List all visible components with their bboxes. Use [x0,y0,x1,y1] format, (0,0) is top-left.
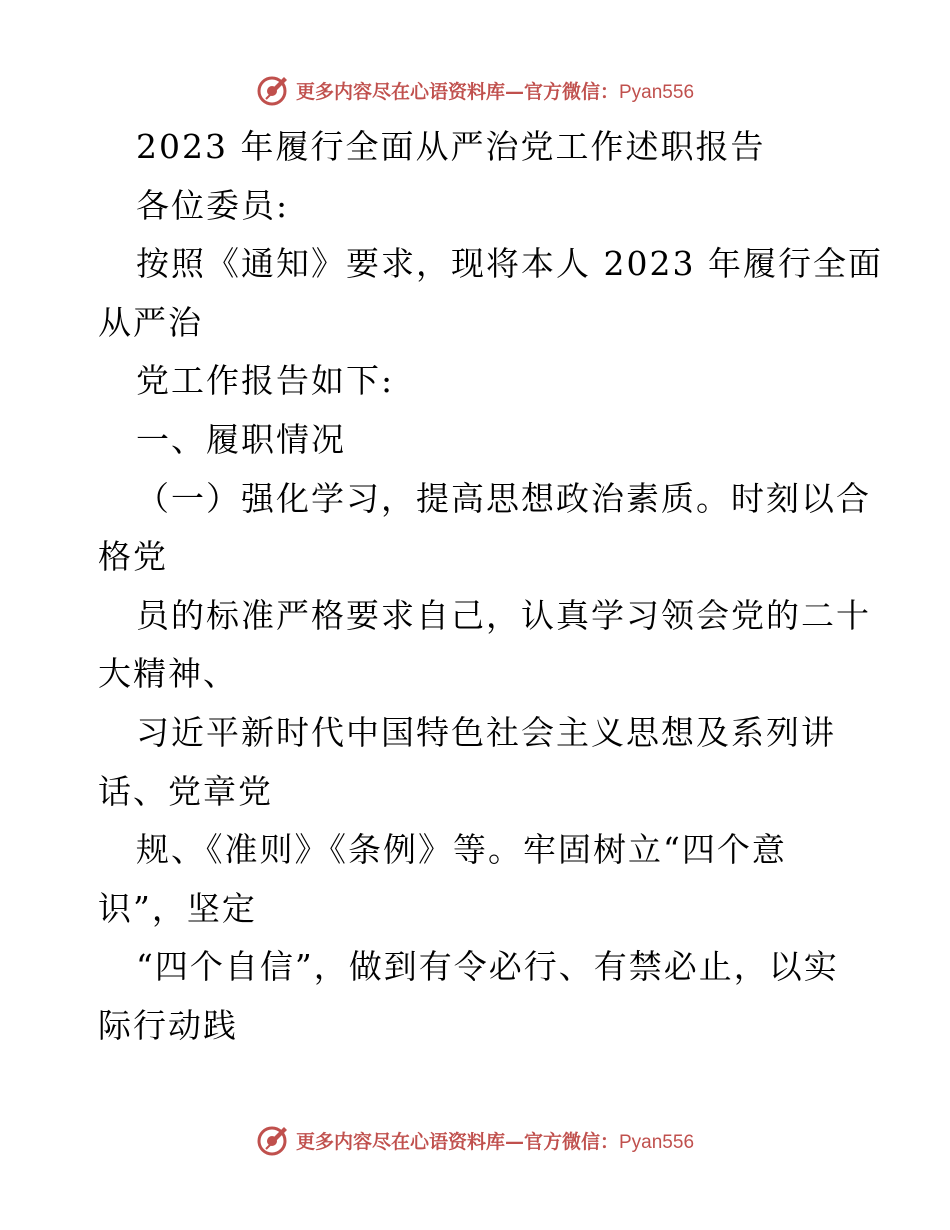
paragraph-line: 话、党章党 [98,771,273,811]
watermark-text-cn: 更多内容尽在心语资料库—官方微信： [295,80,619,103]
paragraph-line: 按照《通知》要求，现将本人 2023 年履行全面 [136,244,883,284]
watermark-text-cn: 更多内容尽在心语资料库—官方微信： [295,1130,619,1153]
section-heading: 一、履职情况 [136,419,346,459]
paragraph-line: 员的标准严格要求自己，认真学习领会党的二十 [136,595,871,635]
paragraph-line: 识”，坚定 [98,888,257,928]
watermark-text [296,1127,694,1154]
header-watermark [0,70,950,110]
watermark-text-id: Pyan556 [619,81,695,103]
document-body [98,118,883,1056]
paragraph-line: “四个自信”，做到有令必行、有禁必止，以实 [136,947,839,987]
paragraph-line: （一）强化学习，提高思想政治素质。时刻以合 [136,478,871,518]
pen-logo-icon [256,1123,290,1157]
paragraph-line: 党工作报告如下: [136,361,395,401]
footer-watermark [0,1120,950,1160]
watermark-text [296,77,694,104]
document-title: 2023 年履行全面从严治党工作述职报告 [136,127,766,166]
paragraph-line: 际行动践 [98,1005,238,1045]
watermark-text-id: Pyan556 [619,1131,695,1153]
paragraph-line: 规、《准则》《条例》等。牢固树立“四个意 [136,830,787,870]
paragraph-line: 从严治 [98,302,203,342]
paragraph-line: 大精神、 [98,654,238,694]
paragraph-line: 格党 [98,537,168,577]
pen-logo-icon [256,73,290,107]
paragraph-line: 习近平新时代中国特色社会主义思想及系列讲 [136,712,836,752]
salutation: 各位委员: [136,185,290,225]
